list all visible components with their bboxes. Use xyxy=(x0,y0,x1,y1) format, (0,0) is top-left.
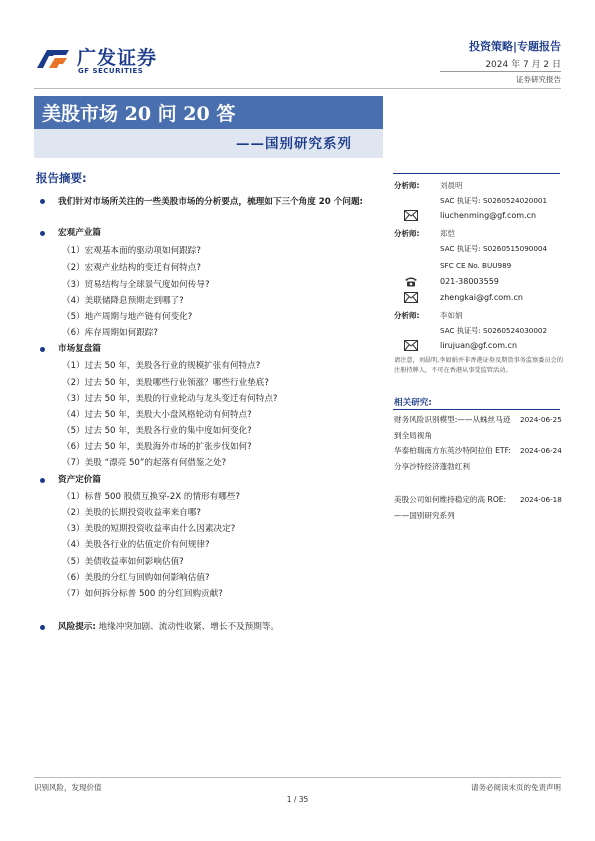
phone-icon xyxy=(404,276,418,287)
related-item-date: 2024-06-18 xyxy=(520,495,562,504)
section-title: 资产定价篇 xyxy=(58,475,101,485)
list-item: （4）美股各行业的估值定价有何规律? xyxy=(62,540,210,550)
report-type: 证券研究报告 xyxy=(516,75,561,84)
page-title: 美股市场 20 问 20 答 xyxy=(42,103,236,125)
list-item: （6）库存周期如何跟踪? xyxy=(62,328,158,338)
abstract-heading: 报告摘要: xyxy=(36,171,87,185)
bullet-icon xyxy=(40,199,45,204)
abstract-intro: 我们针对市场所关注的一些美股市场的分析要点，梳理如下三个角度 20 个问题: xyxy=(58,197,363,207)
footer-slogan: 识别风险，发现价值 xyxy=(34,783,102,792)
section-title: 宏观产业篇 xyxy=(58,228,101,238)
list-item: （7）美股 “漂亮 50”的起落有何借鉴之处? xyxy=(62,458,227,468)
list-item: （1）过去 50 年，美股各行业的规模扩张有何特点? xyxy=(62,361,261,371)
list-item: （2）过去 50 年，美股哪些行业领涨？哪些行业垫底? xyxy=(62,378,269,388)
list-item: （3）美股的短期投资收益率由什么因素决定? xyxy=(62,524,236,534)
list-item: （7）如何拆分标普 500 的分红回购贡献? xyxy=(62,589,223,599)
sfc-disclaimer: 请注意，刘晨明,李如娟并非香港证券及期货事务监察委员会的注册持牌人，不可在香港从事受监管活动。 xyxy=(394,357,564,374)
sidebar-divider xyxy=(393,173,560,174)
footer-divider xyxy=(34,777,561,778)
list-item: （2）美股的长期投资收益率来自哪? xyxy=(62,508,201,518)
analyst-cert: SAC 执证号: S0260524030002 xyxy=(440,326,548,335)
analyst-name: 李如娟 xyxy=(440,311,463,320)
bullet-icon xyxy=(40,347,45,352)
analyst-email[interactable]: lirujuan@gf.com.cn xyxy=(440,341,518,350)
page-number: 1 / 35 xyxy=(286,795,309,804)
related-heading: 相关研究: xyxy=(394,398,432,408)
footer-disclaimer-note: 请务必阅读末页的免责声明 xyxy=(471,783,561,792)
list-item: （4）过去 50 年，美股大小盘风格轮动有何特点? xyxy=(62,410,252,420)
analyst-label: 分析师: xyxy=(394,311,420,320)
analyst-name: 郑恺 xyxy=(440,229,455,238)
risk-warning xyxy=(58,620,279,632)
page-subtitle: ——国别研究系列 xyxy=(236,136,352,152)
analyst-cert: SAC 执证号: S0260515090004 xyxy=(440,244,548,253)
email-icon xyxy=(404,340,418,351)
list-item: （6）美股的分红与回购如何影响估值? xyxy=(62,573,210,583)
list-item: （5）地产周期与地产链有何变化? xyxy=(62,312,193,322)
list-item: （5）美债收益率如何影响估值? xyxy=(62,557,184,567)
analyst-sfc: SFC CE No. BUU989 xyxy=(440,261,512,270)
gf-logo-icon xyxy=(33,44,71,74)
brand-name-en: GF SECURITIES xyxy=(78,67,144,75)
top-divider xyxy=(34,88,561,89)
bullet-icon xyxy=(40,478,45,483)
section-title: 市场复盘篇 xyxy=(58,344,101,354)
related-item-date: 2024-06-24 xyxy=(520,446,562,455)
analyst-label: 分析师: xyxy=(394,229,420,238)
list-item: （1）标普 500 股债互换穿-2X 的情形有哪些? xyxy=(62,492,240,502)
bullet-icon xyxy=(40,231,45,236)
bullet-icon xyxy=(40,625,45,630)
analyst-cert: SAC 执证号: S0260524020001 xyxy=(440,196,548,205)
header-divider xyxy=(440,71,561,72)
email-icon xyxy=(404,210,418,221)
email-icon xyxy=(404,292,418,303)
list-item: （3）贸易结构与全球景气度如何传导? xyxy=(62,280,210,290)
related-divider xyxy=(393,409,560,410)
brand-name-cn: 广发证券 xyxy=(77,47,158,69)
list-item: （6）过去 50 年，美股海外市场的扩张步伐如何? xyxy=(62,442,252,452)
list-item: （2）宏观产业结构的变迁有何特点? xyxy=(62,263,201,273)
list-item: （5）过去 50 年，美股各行业的集中度如何变化? xyxy=(62,426,252,436)
list-item: （1）宏观基本面的驱动项如何跟踪? xyxy=(62,246,201,256)
related-item-title[interactable]: 美股公司如何维持稳定的高 ROE:——国别研究系列 xyxy=(394,495,507,520)
analyst-name: 刘晨明 xyxy=(440,181,463,190)
report-category: 投资策略|专题报告 xyxy=(468,40,561,53)
analyst-label: 分析师: xyxy=(394,181,420,190)
list-item: （3）过去 50 年，美股的行业轮动与龙头变迁有何特点? xyxy=(62,394,278,404)
analyst-email[interactable]: liuchenming@gf.com.cn xyxy=(440,211,537,220)
related-item-title[interactable]: 华泰柏瑞南方东英沙特阿拉伯 ETF:分享沙特经济蓬勃红利 xyxy=(394,446,511,471)
analyst-phone[interactable]: 021-38003559 xyxy=(440,277,499,286)
risk-text: 地缘冲突加剧、流动性收紧、增长不及预期等。 xyxy=(98,622,280,632)
related-item-title[interactable]: 财务风险识别模型:——从蛛丝马迹到全局视角 xyxy=(394,415,511,440)
analyst-email[interactable]: zhengkai@gf.com.cn xyxy=(440,293,523,302)
list-item: （4）美联储降息预期走到哪了? xyxy=(62,296,184,306)
report-date: 2024 年 7 月 2 日 xyxy=(485,60,561,70)
related-item-date: 2024-06-25 xyxy=(520,415,562,424)
risk-label: 风险提示: xyxy=(58,622,96,632)
